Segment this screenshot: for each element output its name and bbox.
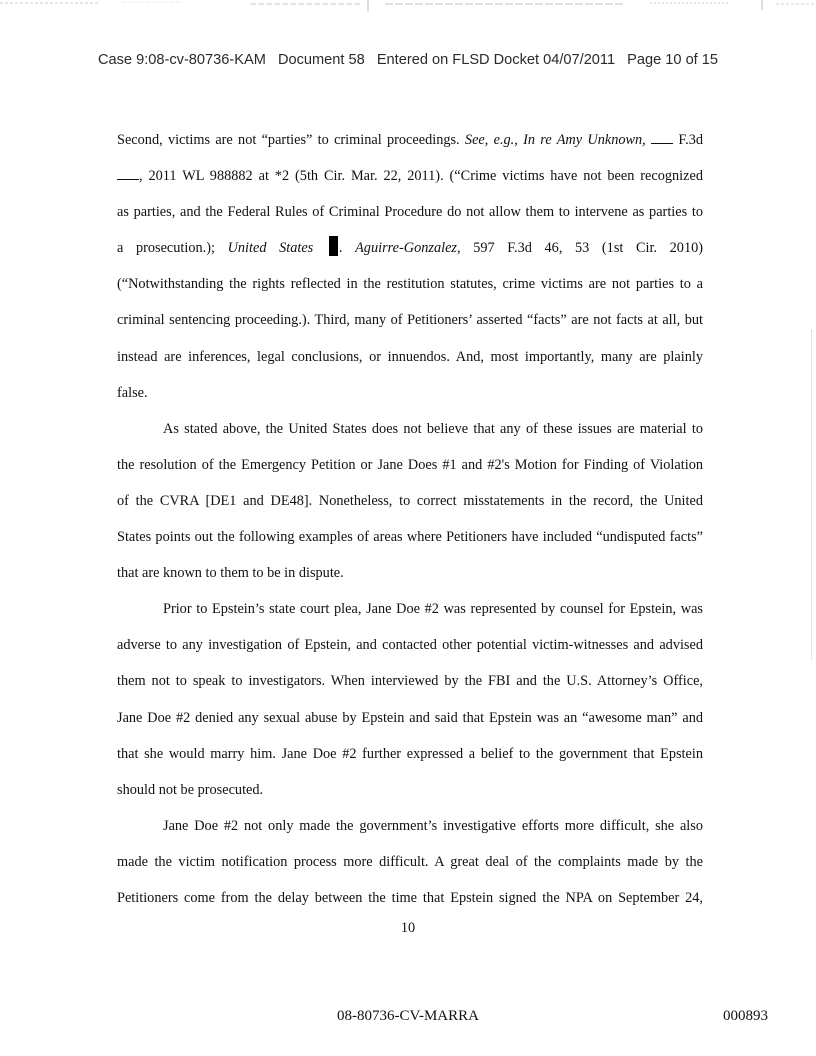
header-document-number: Document 58 (277, 52, 365, 68)
case-header (0, 52, 816, 68)
body-line: Petitioners come from the delay between the time that Epstein signed the NPA on September 24, (117, 889, 703, 906)
scan-artifact-right-edge (811, 330, 814, 660)
body-line: Second, victims are not “parties” to criminal proceedings. See, e.g., In re Amy Unknown, F.3d (117, 132, 703, 148)
body-line: (“Notwithstanding the rights reflected in the restitution statutes, crime victims are not parties to a (117, 276, 703, 293)
body-line: as parties, and the Federal Rules of Criminal Procedure do not allow them to intervene as parties to (117, 204, 703, 221)
body-line: false. (117, 384, 148, 401)
header-case-number: Case 9:08-cv-80736-KAM (97, 52, 266, 68)
body-line: Jane Doe #2 denied any sexual abuse by Epstein and said that Epstein was an “awesome man” and (117, 709, 703, 726)
body-line: should not be prosecuted. (117, 781, 264, 798)
document-body (117, 122, 703, 916)
body-line: that are known to them to be in dispute. (117, 565, 344, 582)
body-line: made the victim notification process more difficult. A great deal of the complaints made by the (117, 853, 703, 870)
bates-label: 08-80736-CV-MARRA (337, 1008, 479, 1024)
redaction-bar (329, 236, 338, 256)
paragraph-first-line: Jane Doe #2 not only made the government’s investigative efforts more difficult, she also (163, 817, 703, 834)
body-line: them not to speak to investigators. When interviewed by the FBI and the U.S. Attorney’s Office, (117, 673, 703, 690)
page-number: 10 (400, 920, 416, 936)
body-line: , 2011 WL 988882 at *2 (5th Cir. Mar. 22, 2011). (“Crime victims have not been recognized (117, 158, 703, 194)
citation-in-re-amy: See, e.g., In re Amy Unknown, (464, 132, 646, 148)
bates-number: 000893 (723, 1008, 768, 1024)
body-line: instead are inferences, legal conclusions, or innuendos. And, most importantly, many are plainly (117, 348, 703, 365)
body-line: criminal sentencing proceeding.). Third, many of Petitioners’ asserted “facts” are not facts at all, but (117, 312, 703, 329)
header-entered-date: Entered on FLSD Docket 04/07/2011 (376, 52, 616, 68)
body-line: adverse to any investigation of Epstein, and contacted other potential victim-witnesses and advised (117, 637, 703, 654)
body-line: the resolution of the Emergency Petition or Jane Does #1 and #2's Motion for Finding of Violation (117, 456, 703, 473)
scan-artifact-top-edge (0, 0, 816, 14)
citation-blank (651, 132, 673, 144)
paragraph-first-line: As stated above, the United States does not believe that any of these issues are material to (163, 420, 703, 437)
header-page-count: Page 10 of 15 (627, 52, 719, 68)
body-line: States points out the following examples of areas where Petitioners have included “undisputed facts” (117, 529, 703, 546)
body-line: that she would marry him. Jane Doe #2 further expressed a belief to the government that Epstein (117, 745, 703, 762)
citation-aguirre-gonzalez: Aguirre-Gonzalez, (355, 240, 461, 257)
paragraph-first-line: Prior to Epstein’s state court plea, Jane Doe #2 was represented by counsel for Epstein, was (163, 601, 703, 618)
body-line: of the CVRA [DE1 and DE48]. Nonetheless, to correct misstatements in the record, the United (117, 492, 703, 509)
citation-blank (117, 168, 139, 180)
body-line: a prosecution.); United States . Aguirre-Gonzalez, 597 F.3d 46, 53 (1st Cir. 2010) (117, 230, 703, 266)
citation-united-states: United States (227, 240, 314, 257)
